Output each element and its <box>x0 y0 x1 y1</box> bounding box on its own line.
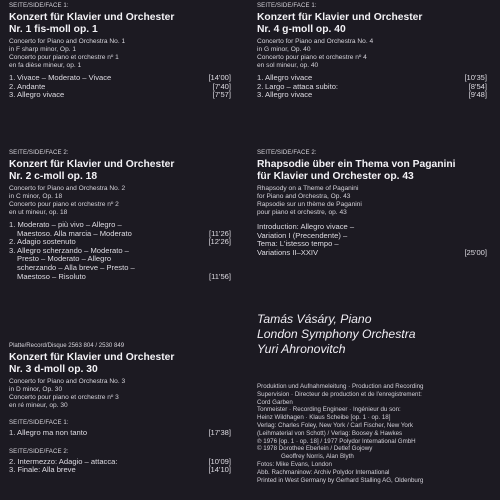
title-english: Concerto for Piano and Orchestra No. 1 <box>9 38 126 45</box>
work-title: Konzert für Klavier und Orchester <box>9 352 175 363</box>
movement-list <box>9 221 231 281</box>
pianist: Tamás Vásáry, Piano <box>257 312 372 326</box>
side-label: SEITE/SIDE/FACE 2: <box>9 447 69 455</box>
title-english: Concerto for Piano and Orchestra No. 2 <box>9 185 126 192</box>
variation-line: Variation I (Precendente) – <box>257 230 348 240</box>
title-french: Concerto pour piano et orchestre nº 3 <box>9 394 119 401</box>
credit-line: Cord Garben <box>257 398 293 406</box>
side-label: SEITE/SIDE/FACE 1: <box>9 2 69 9</box>
work-title: Konzert für Klavier und Orchester <box>257 12 423 23</box>
title-english: Concerto for Piano and Orchestra No. 3 <box>9 378 126 385</box>
title-french-2: pour piano et orchestre, op. 43 <box>257 209 347 216</box>
concerto-1-block <box>9 2 231 100</box>
credit-line: Heinz Wildhagen · Klaus Scheibe [op. 1 · op. 18] <box>257 414 391 422</box>
title-english-key: in G minor, Op. 40 <box>257 46 311 53</box>
movement-row: Maestoso – Risoluto [11'56] <box>17 271 231 281</box>
work-subtitle: Nr. 3 d-moll op. 30 <box>9 363 98 375</box>
title-french: Concerto pour piano et orchestre nº 2 <box>9 201 119 208</box>
title-french: Concerto pour piano et orchestre nº 4 <box>257 54 367 61</box>
work-subtitle: Nr. 4 g-moll op. 40 <box>257 23 346 35</box>
title-french: Concerto pour piano et orchestre nº 1 <box>9 54 119 61</box>
movement-line: 1. Moderato – più vivo – Allegro – <box>9 220 122 229</box>
title-french: Rapsodie sur un thème de Paganini <box>257 201 362 208</box>
work-subtitle: Nr. 2 c-moll op. 18 <box>9 170 98 182</box>
credit-line: Produktion und Aufnahmeleitung · Production and Recording <box>257 383 424 390</box>
title-french-key: en sol mineur, op. 40 <box>257 62 319 69</box>
title-french-key: en fa dièse mineur, op. 1 <box>9 62 82 69</box>
movement-row: 3. Allegro vivace [7'57] <box>9 90 231 100</box>
credit-line: Verlag: Charles Foley, New York / Carl Fischer, New York <box>257 421 414 429</box>
credit-line: Abb. Rachmaninow: Archiv Polydor International <box>257 468 390 476</box>
variation-line: Introduction: Allegro vivace – <box>257 222 355 231</box>
side-label: SEITE/SIDE/FACE 2: <box>9 149 69 156</box>
credit-line: Geoffrey Norris, Alan Blyth <box>281 453 354 461</box>
movement-line: 3. Allegro scherzando – Moderato – <box>9 245 129 255</box>
title-french-key: en ré mineur, op. 30 <box>9 402 68 409</box>
record-number: Platte/Record/Disque 2563 804 / 2530 849 <box>9 342 125 349</box>
movement-row: 1. Allegro vivace [10'35] <box>257 73 487 82</box>
credits-block <box>257 383 497 484</box>
work-title: Rhapsodie über ein Thema von Paganini <box>257 159 456 170</box>
credit-line: Fotos: Mike Evans, London <box>257 460 332 468</box>
side-label: SEITE/SIDE/FACE 1: <box>9 419 69 426</box>
conductor: Yuri Ahronovitch <box>257 341 346 356</box>
work-subtitle: Nr. 1 fis-moll op. 1 <box>9 23 98 35</box>
credit-line: Printed in West Germany by Gerhard Stalling AG, Oldenburg <box>257 476 424 484</box>
credit-line: © 1978 Dorothee Eberlein / Detlef Gojowy <box>257 445 373 453</box>
side-label: SEITE/SIDE/FACE 2: <box>257 149 317 156</box>
performers-block <box>257 312 493 356</box>
side-label: SEITE/SIDE/FACE 1: <box>257 2 317 9</box>
movement-row: Maestoso. Alla marcia – Moderato [11'26] <box>17 228 231 238</box>
movement-list <box>9 74 231 100</box>
variation-list <box>257 223 487 257</box>
movement-row: 2. Andante [7'40] <box>9 81 231 91</box>
concerto-2-block <box>9 149 231 281</box>
movement-row: 2. Adagio sostenuto [12'26] <box>9 237 231 247</box>
movement-list <box>257 74 487 100</box>
work-title: Konzert für Klavier und Orchester <box>9 12 175 23</box>
title-english: Rhapsody on a Theme of Paganini <box>257 185 359 192</box>
credit-line: Supervision · Directeur de production et de l'enregistrement: <box>257 390 422 398</box>
movement-row: 1. Vivace – Moderato – Vivace [14'00] <box>9 73 231 82</box>
concerto-4-block <box>257 2 487 100</box>
title-french-key: en ut mineur, op. 18 <box>9 209 68 216</box>
title-english-2: for Piano and Orchestra, Op. 43 <box>257 193 351 200</box>
movement-row: 2. Largo – attaca subito: [8'54] <box>257 81 487 91</box>
movement-line: Presto – Moderato – Allegro <box>17 254 112 264</box>
movement-line: scherzando – Alla breve – Presto – <box>17 262 135 272</box>
title-english-key: in C minor, Op. 18 <box>9 193 63 200</box>
variation-row: Variations II–XXIV [25'00] <box>257 247 487 257</box>
title-english-key: in F sharp minor, Op. 1 <box>9 46 77 53</box>
movement-row: 1. Allegro ma non tanto [17'38] <box>9 428 231 437</box>
title-english: Concerto for Piano and Orchestra No. 4 <box>257 38 374 45</box>
orchestra: London Symphony Orchestra <box>257 326 416 341</box>
credit-line: Tonmeister · Recording Engineer · Ingénieur du son: <box>257 406 401 414</box>
movement-row: 3. Finale: Alla breve [14'10] <box>9 465 231 475</box>
title-english-key: in D minor, Op. 30 <box>9 386 63 393</box>
concerto-3-block <box>9 342 231 475</box>
credit-line: (Leihmaterial von Schott) / Verlag: Boosey & Hawkes <box>257 429 403 437</box>
rhapsody-block <box>257 149 487 257</box>
movement-row: 2. Intermezzo: Adagio – attacca: [10'09] <box>9 456 231 466</box>
movement-row: 3. Allegro vivace [9'48] <box>257 90 487 100</box>
credit-line: ℗ 1976 [op. 1 · op. 18] / 1977 Polydor International GmbH <box>257 437 416 445</box>
variation-line: Tema: L'istesso tempo – <box>257 239 339 249</box>
work-subtitle: für Klavier und Orchester op. 43 <box>257 170 414 182</box>
work-title: Konzert für Klavier und Orchester <box>9 159 175 170</box>
